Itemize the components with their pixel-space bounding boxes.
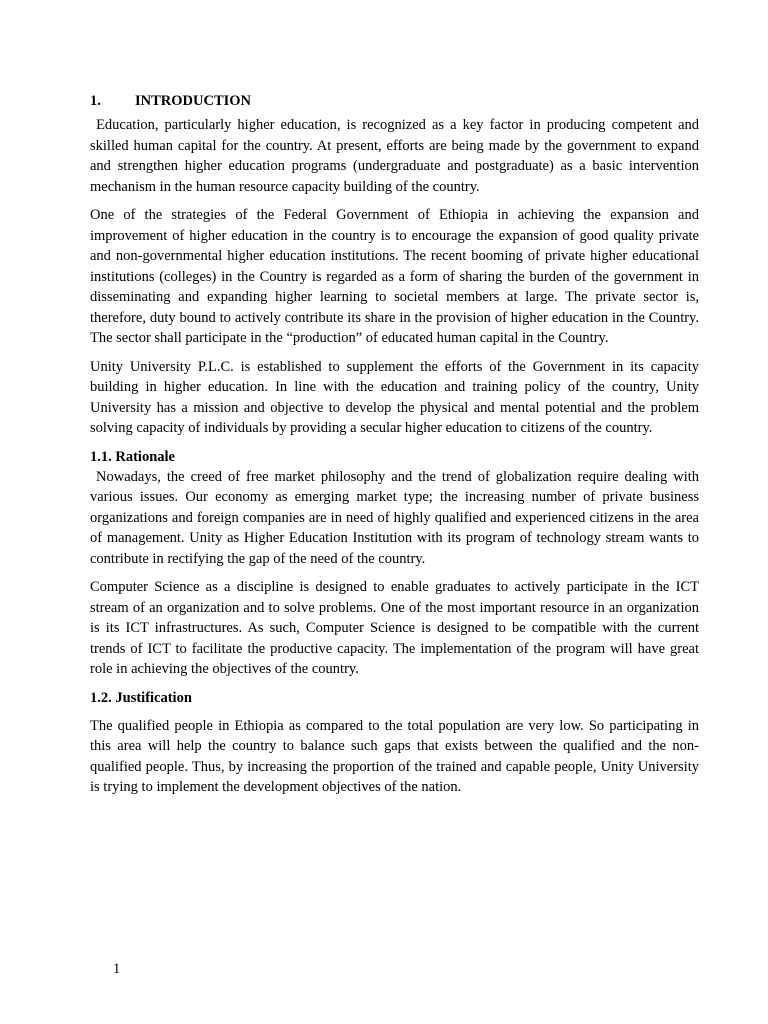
page-number: 1 [113,961,121,977]
rationale-paragraph-1: Nowadays, the creed of free market philosophy and the trend of globalization require dealing with various issues. Our economy as emerging market type; the increasing number of private business organizations and foreign companies are in need of highly qualified and experienced citizens in the area of management. Unity as Higher Education Institution with its program of technology stream wants to contribute in rectifying the gap of the need of the country. [90,468,703,567]
intro-paragraph-2: One of the strategies of the Federal Government of Ethiopia in achieving the expansion and improvement of higher education in the country is to encourage the expansion of good quality private and non-governmental higher education institutions. The recent booming of private higher educational institutions (colleges) in the Country is regarded as a form of sharing the burden of the government in disseminating and expanding higher learning to societal members at large. The private sector is, therefore, duty bound to actively contribute its share in the provision of higher education in the Country. The sector shall participate in the “production” of educated human capital in the Country. [90,207,699,346]
section-title: INTRODUCTION [135,93,252,109]
section-heading-introduction [90,91,699,111]
section-heading-rationale: 1.1. Rationale [90,448,175,465]
rationale-paragraph-2: Computer Science as a discipline is designed to enable graduates to actively participate in the ICT stream of an organization and to solve problems. One of the most important resource in an organization is its ICT infrastructures. As such, Computer Science is designed to be compatible with the current trends of ICT to facilitate the productive capacity. The implementation of the program will have great role in achieving the objectives of the country. [90,579,699,677]
section-heading-justification: 1.2. Justification [90,689,192,706]
intro-paragraph-1: Education, particularly higher education, is recognized as a key factor in producing competent and skilled human capital for the country. At present, efforts are being made by the government to expand and strengthen higher education programs (undergraduate and postgraduate) as a basic intervention mechanism in the human resource capacity building of the country. [90,117,703,195]
document-page [90,91,703,806]
justification-paragraph-1: The qualified people in Ethiopia as compared to the total population are very low. So participating in this area will help the country to balance such gaps that exists between the qualified and the non-qualified people. Thus, by increasing the proportion of the trained and capable people, Unity University is trying to implement the development objectives of the nation. [90,717,699,795]
intro-paragraph-3: Unity University P.L.C. is established to supplement the efforts of the Government in its capacity building in higher education. In line with the education and training policy of the country, Unity University has a mission and objective to develop the physical and mental potential and the problem solving capacity of individuals by providing a secular higher education to citizens of the country. [90,358,699,436]
section-number: 1. [90,93,101,109]
